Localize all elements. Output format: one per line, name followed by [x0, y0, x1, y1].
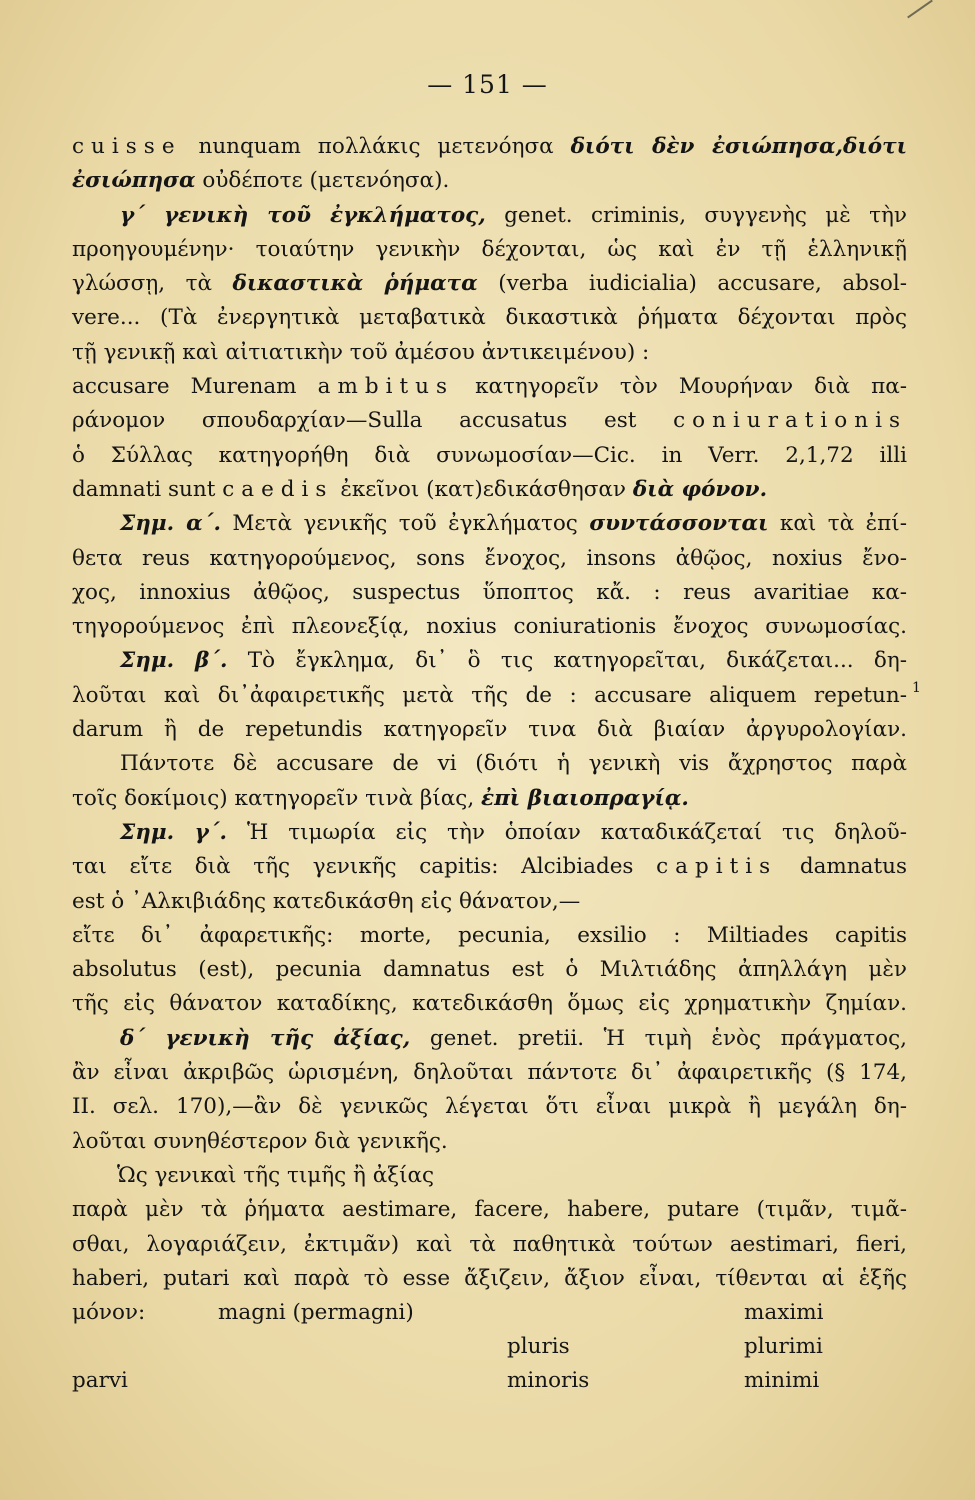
line-8: accusare Murenam ambitus κατηγορεῖν τὸν Μουρήναν διὰ πα- — [72, 374, 907, 400]
line-2: ἐσιώπησα οὐδέποτε (μετενόησα). — [72, 168, 450, 194]
line-34: haberi, putari καὶ παρὰ τὸ esse ἄξιζειν, ἄξιον εἶναι, τίθενται αἱ ἑξῆς — [72, 1265, 907, 1291]
table-row: pluris plurimi — [507, 1334, 823, 1360]
line-12: Σημ. α΄. Μετὰ γενικῆς τοῦ ἐγκλήματος συντάσσονται καὶ τὰ ἐπί- — [120, 511, 907, 537]
line-6: vere... (Τὰ ἐνεργητικὰ μεταβατικὰ δικαστικὰ ῥήματα δέχονται πρὸς — [72, 305, 907, 331]
line-10: ὁ Σύλλας κατηγορήθη διὰ συνωμοσίαν—Cic. in Verr. 2,1,72 illi — [72, 442, 907, 468]
line-22: ται εἴτε διὰ τῆς γενικῆς capitis: Alcibiades capitis damnatus — [72, 854, 907, 880]
line-23: est ὁ ᾽Αλκιβιάδης κατεδικάσθη εἰς θάνατον,— — [72, 888, 581, 914]
line-25: absolutus (est), pecunia damnatus est ὁ Μιλτιάδης ἀπηλλάγη μὲν — [72, 957, 907, 983]
line-7: τῇ γενικῇ καὶ αἰτιατικὴν τοῦ ἀμέσου ἀντικειμένου) : — [72, 339, 650, 365]
line-29: ΙΙ. σελ. 170),—ἂν δὲ γενικῶς λέγεται ὅτι εἶναι μικρὰ ἢ μεγάλη δη- — [72, 1094, 907, 1120]
line-9: ράνομον σπουδαρχίαν—Sulla accusatus est coniurationis — [72, 408, 908, 434]
line-21: Σημ. γ΄. Ἡ τιμωρία εἰς τὴν ὁποίαν καταδικάζεταί τις δηλοῦ- — [120, 819, 908, 845]
line-13: θετα reus κατηγορούμενος, sons ἔνοχος, insons ἀθῷος, noxius ἔνο- — [72, 545, 907, 571]
line-15: τηγορούμενος ἐπὶ πλεονεξίᾳ, noxius coniurationis ἔνοχος συνωμοσίας. — [72, 614, 907, 640]
line-5: γλώσσῃ, τὰ δικαστικὰ ῥήματα (verba iudicialia) accusare, absol- — [72, 271, 908, 297]
line-1: cuisse nunquam πολλάκις μετενόησα διότι δὲν ἐσιώπησα,διότι — [72, 134, 907, 159]
line-33: σθαι, λογαριάζειν, ἐκτιμᾶν) καὶ τὰ παθητικὰ τούτων aestimari, fieri, — [72, 1231, 907, 1257]
line-30: λοῦται συνηθέστερον διὰ γενικῆς. — [72, 1128, 448, 1154]
table-row: μόνον: magni (permagni) maximi — [72, 1296, 907, 1330]
value-table — [72, 1296, 907, 1398]
table-row: parvi minoris minimi — [72, 1368, 820, 1394]
line-17: λοῦται καὶ δι᾽ἀφαιρετικῆς μετὰ τῆς de : accusare aliquem repetun- — [72, 682, 907, 708]
line-31: Ὡς γενικαὶ τῆς τιμῆς ἢ ἀξίας — [117, 1162, 435, 1188]
line-27: δ΄ γενικὴ τῆς ἀξίας, genet. pretii. Ἡ τιμὴ ἑνὸς πράγματος, — [120, 1025, 907, 1051]
body-text — [72, 130, 907, 1398]
line-32: παρὰ μὲν τὰ ῥήματα aestimare, facere, habere, putare (τιμᾶν, τιμᾶ- — [72, 1197, 907, 1223]
line-26: τῆς εἰς θάνατον καταδίκης, κατεδικάσθη ὅμως εἰς χρηματικὴν ζημίαν. — [72, 991, 907, 1017]
line-28: ἂν εἶναι ἀκριβῶς ὡρισμένη, δηλοῦται πάντοτε δι᾽ ἀφαιρετικῆς (§ 174, — [72, 1060, 907, 1086]
page-number: — 151 — — [427, 70, 548, 99]
line-4: προηγουμένην· τοιαύτην γενικὴν δέχονται, ὡς καὶ ἐν τῇ ἑλληνικῇ — [72, 236, 907, 262]
line-24: εἴτε δι᾽ ἀφαρετικῆς: morte, pecunia, exsilio : Miltiades capitis — [72, 922, 907, 948]
line-18: darum ἢ de repetundis κατηγορεῖν τινα διὰ βιαίαν ἀργυρολογίαν. — [72, 717, 907, 743]
line-16: Σημ. β΄. Τὸ ἔγκλημα, δι᾽ ὃ τις κατηγορεῖται, δικάζεται... δη- — [120, 648, 908, 674]
line-20: τοῖς δοκίμοις) κατηγορεῖν τινὰ βίας, ἐπὶ βιαιοπραγίᾳ. — [72, 785, 689, 811]
table-lead: μόνον: — [72, 1300, 146, 1326]
line-11: damnati sunt caedis ἐκεῖνοι (κατ)εδικάσθησαν διὰ φόνον. — [72, 476, 768, 502]
margin-mark: 1 — [912, 680, 921, 696]
corner-mark — [907, 0, 933, 18]
line-14: χος, innoxius ἀθῷος, suspectus ὕποπτος κἄ. : reus avaritiae κα- — [72, 579, 907, 605]
line-19: Πάντοτε δὲ accusare de vi (διότι ἡ γενικὴ vis ἄχρηστος παρὰ — [120, 751, 907, 777]
line-3: γ΄ γενικὴ τοῦ ἐγκλήματος, genet. criminis, συγγενὴς μὲ τὴν — [120, 202, 908, 228]
